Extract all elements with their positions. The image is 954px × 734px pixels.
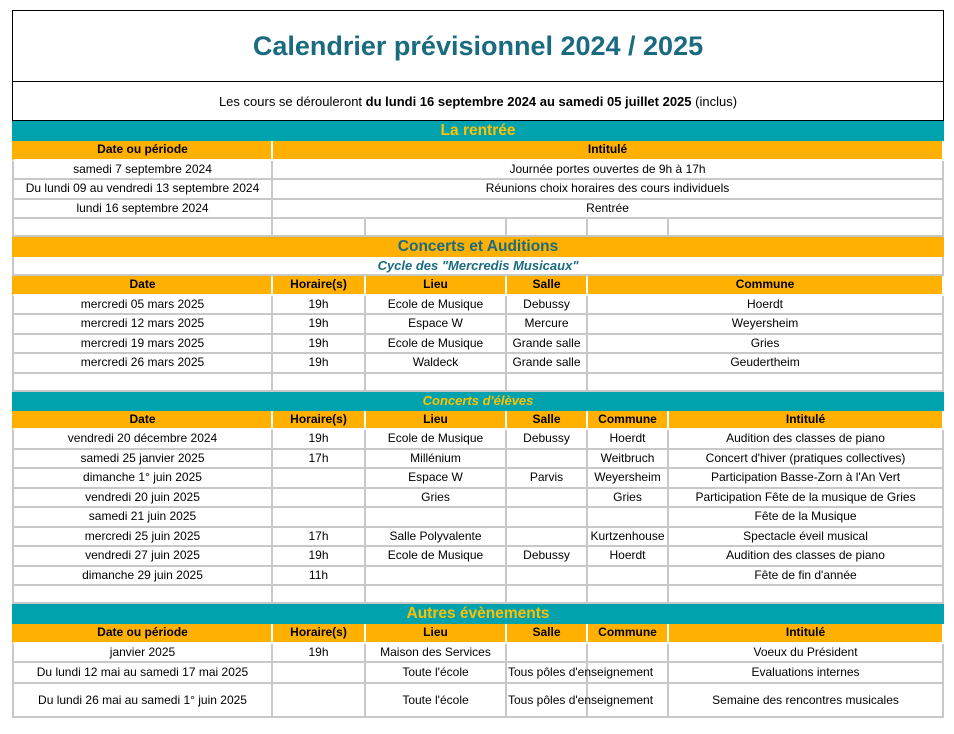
intitule-cell: Réunions choix horaires des cours individuels [273,180,944,200]
intitule-cell: Participation Basse-Zorn à l'An Vert [669,469,944,489]
empty-cell [12,219,273,237]
empty-cell [669,586,944,604]
horaire-cell: 19h [273,430,366,450]
eleves-row [12,508,944,528]
eleves-row [12,547,944,567]
section-title-autres: Autres évènements [12,604,944,624]
intitule-cell: Semaine des rencontres musicales [669,684,944,718]
empty-cell [366,586,507,604]
eleves-row [12,450,944,470]
empty-cell [366,219,507,237]
intitule-cell: Concert d'hiver (pratiques collectives) [669,450,944,470]
date-cell: mercredi 05 mars 2025 [12,296,273,316]
col-header-salle: Salle [507,411,588,431]
intitule-cell: Fête de la Musique [669,508,944,528]
horaire-cell: 17h [273,528,366,548]
date-cell: samedi 25 janvier 2025 [12,450,273,470]
lieu-cell [366,508,507,528]
col-header-intitule: Intitulé [669,624,944,644]
col-header-date: Date [12,276,273,296]
col-header-date: Date [12,411,273,431]
cycle-row [12,335,944,355]
commune-cell [588,644,669,664]
commune-cell [588,508,669,528]
salle-cell [507,450,588,470]
empty-cell [507,374,588,392]
subsection-title-eleves: Concerts d'élèves [12,392,944,411]
spacer-row [12,374,944,392]
lieu-cell: Gries [366,489,507,509]
commune-cell: Kurtzenhouse [588,528,669,548]
horaire-cell: 11h [273,567,366,587]
salle-cell [507,508,588,528]
empty-cell [507,219,588,237]
date-cell: Du lundi 26 mai au samedi 1° juin 2025 [12,684,273,718]
subtitle [12,82,944,121]
horaire-cell [273,684,366,718]
col-header-horaire: Horaire(s) [273,624,366,644]
page-title: Calendrier prévisionnel 2024 / 2025 [252,30,704,61]
empty-cell [588,219,669,237]
salle-cell [507,528,588,548]
commune-cell: Gries [588,335,944,355]
subtitle-prefix: Les cours se dérouleront [218,93,366,109]
section-autres [12,604,944,624]
eleves-row [12,528,944,548]
autres-row [12,684,944,718]
lieu-cell: Toute l'école [366,663,507,684]
empty-cell [12,586,273,604]
lieu-cell: Toute l'école [366,684,507,718]
intitule-cell: Participation Fête de la musique de Gries [669,489,944,509]
empty-cell [588,374,944,392]
header-row-eleves [12,411,944,431]
horaire-cell [273,508,366,528]
autres-row [12,644,944,664]
empty-cell [366,374,507,392]
section-title-concerts: Concerts et Auditions [12,237,944,257]
col-header-lieu: Lieu [366,624,507,644]
lieu-cell: Waldeck [366,354,507,374]
date-cell: dimanche 1° juin 2025 [12,469,273,489]
salle-cell: Mercure [507,315,588,335]
date-cell: samedi 7 septembre 2024 [12,161,273,181]
lieu-cell: Espace W [366,315,507,335]
salle-cell [507,644,588,664]
date-cell: samedi 21 juin 2025 [12,508,273,528]
horaire-cell: 19h [273,315,366,335]
lieu-cell: Maison des Services [366,644,507,664]
commune-cell: Hoerdt [588,296,944,316]
col-header-horaire: Horaire(s) [273,411,366,431]
commune-cell: Weitbruch [588,450,669,470]
col-header-salle: Salle [507,624,588,644]
empty-cell [273,219,366,237]
empty-cell [588,586,669,604]
lieu-cell: Millénium [366,450,507,470]
empty-cell [273,586,366,604]
salle-cell: Tous pôles d'enseignement [507,684,588,718]
header-row-rentree [12,141,944,161]
date-cell: mercredi 26 mars 2025 [12,354,273,374]
date-cell: vendredi 20 juin 2025 [12,489,273,509]
eleves-row [12,430,944,450]
col-header-commune: Commune [588,411,669,431]
intitule-cell: Audition des classes de piano [669,430,944,450]
autres-row [12,663,944,684]
subtitle-suffix: (inclus) [691,93,738,109]
cycle-row [12,296,944,316]
intitule-cell: Spectacle éveil musical [669,528,944,548]
spacer-row [12,219,944,237]
salle-cell: Grande salle [507,335,588,355]
rentree-row [12,180,944,200]
section-title-rentree: La rentrée [12,121,944,141]
empty-cell [669,219,944,237]
salle-cell [507,489,588,509]
subsection-eleves [12,392,944,411]
rentree-row [12,161,944,181]
horaire-cell: 17h [273,450,366,470]
lieu-cell [366,567,507,587]
salle-cell: Debussy [507,430,588,450]
section-concerts [12,237,944,257]
horaire-cell: 19h [273,296,366,316]
lieu-cell: Salle Polyvalente [366,528,507,548]
col-header-intitule: Intitulé [273,141,944,161]
col-header-horaire: Horaire(s) [273,276,366,296]
horaire-cell: 19h [273,644,366,664]
date-cell: lundi 16 septembre 2024 [12,200,273,220]
intitule-cell: Rentrée [273,200,944,220]
lieu-cell: Ecole de Musique [366,430,507,450]
header-row-autres [12,624,944,644]
eleves-row [12,469,944,489]
col-header-date: Date ou période [12,624,273,644]
eleves-row [12,567,944,587]
date-cell: mercredi 25 juin 2025 [12,528,273,548]
col-header-intitule: Intitulé [669,411,944,431]
horaire-cell [273,489,366,509]
col-header-date: Date ou période [12,141,273,161]
commune-cell: Weyersheim [588,315,944,335]
date-cell: janvier 2025 [12,644,273,664]
salle-cell: Parvis [507,469,588,489]
commune-cell: Geudertheim [588,354,944,374]
lieu-cell: Ecole de Musique [366,296,507,316]
empty-cell [12,374,273,392]
date-cell: vendredi 20 décembre 2024 [12,430,273,450]
date-cell: vendredi 27 juin 2025 [12,547,273,567]
commune-cell: Hoerdt [588,430,669,450]
col-header-salle: Salle [507,276,588,296]
salle-cell: Tous pôles d'enseignement [507,663,588,684]
commune-cell: Hoerdt [588,547,669,567]
eleves-row [12,489,944,509]
horaire-cell: 19h [273,335,366,355]
calendar-table [12,121,944,718]
subtitle-period: du lundi 16 septembre 2024 au samedi 05 juillet 2025 [365,93,692,109]
date-cell: mercredi 12 mars 2025 [12,315,273,335]
col-header-lieu: Lieu [366,276,507,296]
salle-cell: Debussy [507,296,588,316]
empty-cell [273,374,366,392]
col-header-lieu: Lieu [366,411,507,431]
commune-cell [588,567,669,587]
col-header-commune: Commune [588,276,944,296]
commune-cell: Weyersheim [588,469,669,489]
section-rentree [12,121,944,141]
lieu-cell: Ecole de Musique [366,335,507,355]
horaire-cell: 19h [273,354,366,374]
header-row-cycle [12,276,944,296]
cycle-row [12,315,944,335]
intitule-cell: Fête de fin d'année [669,567,944,587]
cycle-row [12,354,944,374]
salle-cell [507,567,588,587]
intitule-cell: Journée portes ouvertes de 9h à 17h [273,161,944,181]
date-cell: Du lundi 12 mai au samedi 17 mai 2025 [12,663,273,684]
calendar-sheet [12,10,944,718]
spacer-row [12,586,944,604]
date-cell: dimanche 29 juin 2025 [12,567,273,587]
horaire-cell [273,469,366,489]
subsection-title-cycle: Cycle des "Mercredis Musicaux" [12,257,944,276]
subsection-cycle [12,257,944,276]
empty-cell [507,586,588,604]
title-box [12,10,944,82]
commune-cell: Gries [588,489,669,509]
date-cell: mercredi 19 mars 2025 [12,335,273,355]
intitule-cell: Evaluations internes [669,663,944,684]
salle-cell: Debussy [507,547,588,567]
lieu-cell: Ecole de Musique [366,547,507,567]
lieu-cell: Espace W [366,469,507,489]
salle-cell: Grande salle [507,354,588,374]
intitule-cell: Voeux du Président [669,644,944,664]
intitule-cell: Audition des classes de piano [669,547,944,567]
horaire-cell [273,663,366,684]
date-cell: Du lundi 09 au vendredi 13 septembre 2024 [12,180,273,200]
col-header-commune: Commune [588,624,669,644]
rentree-row [12,200,944,220]
horaire-cell: 19h [273,547,366,567]
